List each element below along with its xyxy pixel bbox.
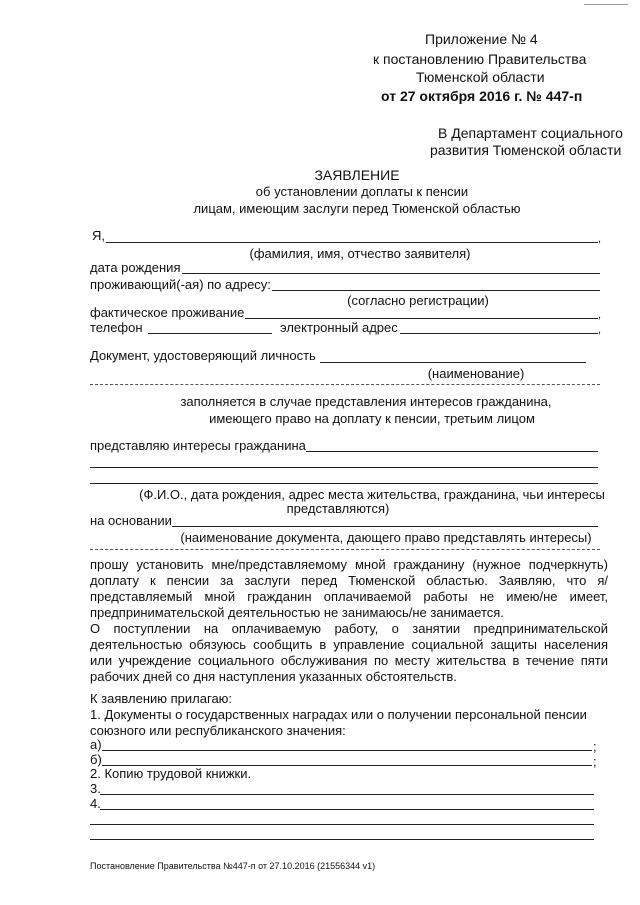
birth-date-line[interactable]: [182, 273, 600, 274]
attachment-item-1: 1. Документы о государственных наградах или о получении персональной пенсии: [90, 707, 587, 722]
phone-label: телефон: [90, 320, 143, 335]
basis-line[interactable]: [172, 526, 598, 527]
attachment-a-line[interactable]: [102, 750, 592, 751]
obligation-text: О поступлении на оплачиваемую работу, о занятии предпринимательской деятельностью обязуюсь сообщить в управление социальной защиты населения или учреждение социального обслуживания по месту жительства в течение пяти рабочих дней со дня наступления указанных обстоятельств.: [90, 621, 608, 684]
actual-residence-label: фактическое проживание: [90, 305, 245, 320]
identity-document-hint: (наименование): [427, 366, 525, 381]
representative-note-1: заполняется в случае представления интересов гражданина,: [180, 394, 552, 409]
attachments-intro: К заявлению прилагаю:: [90, 691, 233, 706]
representative-note-2: имеющего право на доплату к пенсии, третьим лицом: [209, 411, 535, 426]
document-subtitle-1: об установлении доплаты к пенсии: [255, 184, 469, 199]
represent-line-1[interactable]: [306, 451, 598, 452]
basis-hint: (наименование документа, дающего право представлять интересы): [180, 530, 592, 545]
email-comma: ,: [598, 324, 602, 336]
applicant-ya-label: Я,: [92, 228, 105, 243]
page-corner-line: [584, 4, 628, 5]
basis-label: на основании: [90, 513, 172, 528]
residence-line[interactable]: [272, 290, 600, 291]
applicant-name-line[interactable]: [106, 242, 598, 243]
actual-residence-comma: ,: [598, 309, 602, 321]
document-subtitle-2: лицам, имеющим заслуги перед Тюменской областью: [193, 201, 521, 216]
attachment-item-3-line[interactable]: [100, 794, 594, 795]
attachment-extra-line-1[interactable]: [90, 824, 594, 825]
document-title: ЗАЯВЛЕНИЕ: [314, 167, 400, 183]
email-line[interactable]: [400, 333, 598, 334]
footer-reference: Постановление Правительства №447-п от 27.10.2016 (21556344 v1): [90, 861, 376, 871]
addressee-line2: развития Тюменской области: [430, 142, 622, 158]
addressee-line1: В Департамент социального: [438, 125, 623, 141]
attachment-b-semicolon: ;: [593, 754, 597, 769]
represented-person-hint-1: (Ф.И.О., дата рождения, адрес места жительства, гражданина, чьи интересы: [139, 487, 605, 502]
attachment-item-1-continued: союзного или республиканского значения:: [90, 723, 346, 738]
phone-line[interactable]: [148, 333, 272, 334]
attachment-item-2: 2. Копию трудовой книжки.: [90, 766, 252, 781]
registration-hint: (согласно регистрации): [347, 293, 489, 308]
attachment-item-4-line[interactable]: [100, 809, 594, 810]
attachment-item-4-label: 4.: [90, 796, 101, 811]
request-text: прошу установить мне/представляемому мной гражданину (нужное подчеркнуть) доплату к пенсии за заслуги перед Тюменской областью. Заявляю, что я/представляемый мной гражданин оплачиваемой работы не имею/не имеет, предпринимательской деятельностью не занимаюсь/не занимается.: [90, 557, 608, 620]
section-divider-1: [90, 384, 600, 385]
applicant-name-hint: (фамилия, имя, отчество заявителя): [249, 246, 471, 261]
appendix-number: Приложение № 4: [425, 31, 538, 47]
attachment-extra-line-2[interactable]: [90, 839, 594, 840]
decree-region: Тюменской области: [416, 69, 545, 85]
attachment-b-label: б): [90, 752, 102, 767]
email-label: электронный адрес: [280, 320, 398, 335]
represent-line-2[interactable]: [90, 467, 598, 468]
identity-document-label: Документ, удостоверяющий личность: [90, 348, 316, 363]
represent-label: представляю интересы гражданина: [90, 438, 306, 453]
attachment-item-3-label: 3.: [90, 781, 101, 796]
decree-date-number: от 27 октября 2016 г. № 447-п: [381, 88, 583, 104]
decree-reference: к постановлению Правительства: [373, 51, 587, 67]
applicant-name-comma: ,: [598, 233, 602, 245]
section-divider-2: [90, 549, 600, 550]
represented-person-hint-2: представляются): [286, 501, 390, 516]
residence-label: проживающий(-ая) по адресу:: [90, 277, 271, 292]
actual-residence-line[interactable]: [245, 318, 598, 319]
represent-line-3[interactable]: [90, 483, 598, 484]
identity-document-line[interactable]: [320, 362, 586, 363]
attachment-a-semicolon: ;: [593, 739, 597, 754]
attachment-a-label: а): [90, 737, 102, 752]
birth-date-label: дата рождения: [90, 260, 181, 275]
